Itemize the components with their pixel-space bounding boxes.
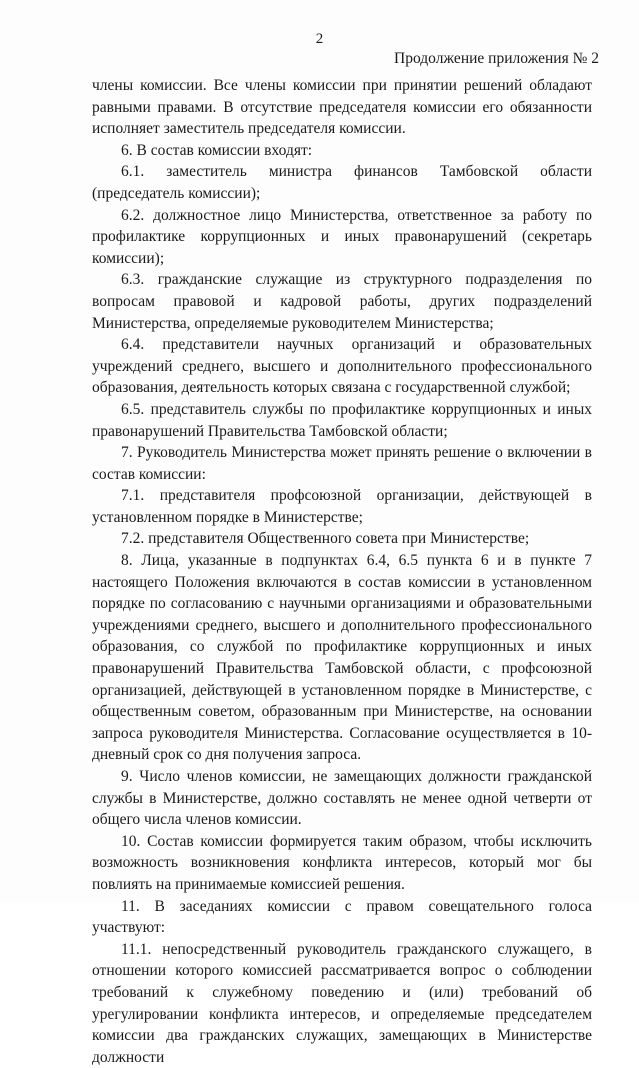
document-body (92, 75, 592, 1068)
paragraph-6-5: 6.5. представитель службы по профилактике коррупционных и иных правонарушений Правительства Тамбовской области; (92, 400, 592, 440)
paragraph-6-3: 6.3. гражданские служащие из структурного подразделения по вопросам правовой и кадровой работы, других подразделений Министерства, определяемые руководителем Министерства; (92, 271, 592, 332)
paragraph-6-4: 6.4. представители научных организаций и образовательных учреждений среднего, высшего и дополнительного профессионального образования, деятельность которых связана с государственной службой; (92, 336, 592, 397)
paragraph-continuation: члены комиссии. Все члены комиссии при принятии решений обладают равными правами. В отсутствие председателя комиссии его обязанности исполняет заместитель председателя комиссии. (92, 77, 592, 138)
paragraph-10: 10. Состав комиссии формируется таким образом, чтобы исключить возможность возникновения конфликта интересов, который мог бы повлиять на принимаемые комиссией решения. (92, 832, 592, 893)
page-number: 2 (315, 31, 324, 47)
paragraph-7-1: 7.1. представителя профсоюзной организации, действующей в установленном порядке в Министерстве; (92, 487, 592, 526)
paragraph-6-2: 6.2. должностное лицо Министерства, ответственное за работу по профилактике коррупционных и иных правонарушений (секретарь комиссии); (92, 206, 592, 267)
paragraph-7-2: 7.2. представителя Общественного совета при Министерстве; (121, 530, 530, 548)
paragraph-11-1: 11.1. непосредственный руководитель гражданского служащего, в отношении которого комиссией рассматривается вопрос о соблюдении требований к служебному поведению и (или) требований об урегулировании конфликта интересов, и определяемые председателем комиссии два гражданских служащих, замещающих в Министерстве должности (92, 940, 592, 1066)
appendix-continuation-label: Продолжение приложения № 2 (394, 50, 599, 67)
paragraph-6-1: 6.1. заместитель министра финансов Тамбовской области (председатель комиссии); (92, 163, 592, 202)
paragraph-11: 11. В заседаниях комиссии с правом совещательного голоса участвуют: (92, 897, 592, 937)
paragraph-9: 9. Число членов комиссии, не замещающих должности гражданской службы в Министерстве, должно составлять не менее одной четверти от общего числа членов комиссии. (92, 768, 592, 829)
paragraph-8: 8. Лица, указанные в подпунктах 6.4, 6.5 пункта 6 и в пункте 7 настоящего Положения включаются в состав комиссии в установленном порядке по согласованию с научными организациями и образовательными учреждениями среднего, высшего и дополнительного профессионального образования, со службой по профилактике коррупционных и иных правонарушений Правительства Тамбовской области, с профсоюзной организацией, действующей в установленном порядке в Министерстве, с общественным советом, образованным при Министерстве, на основании запроса руководителя Министерства. Согласование осуществляется в 10-дневный срок со дня получения запроса. (92, 552, 592, 764)
paragraph-6: 6. В состав комиссии входят: (121, 141, 313, 159)
paragraph-7: 7. Руководитель Министерства может принять решение о включении в состав комиссии: (92, 444, 592, 483)
